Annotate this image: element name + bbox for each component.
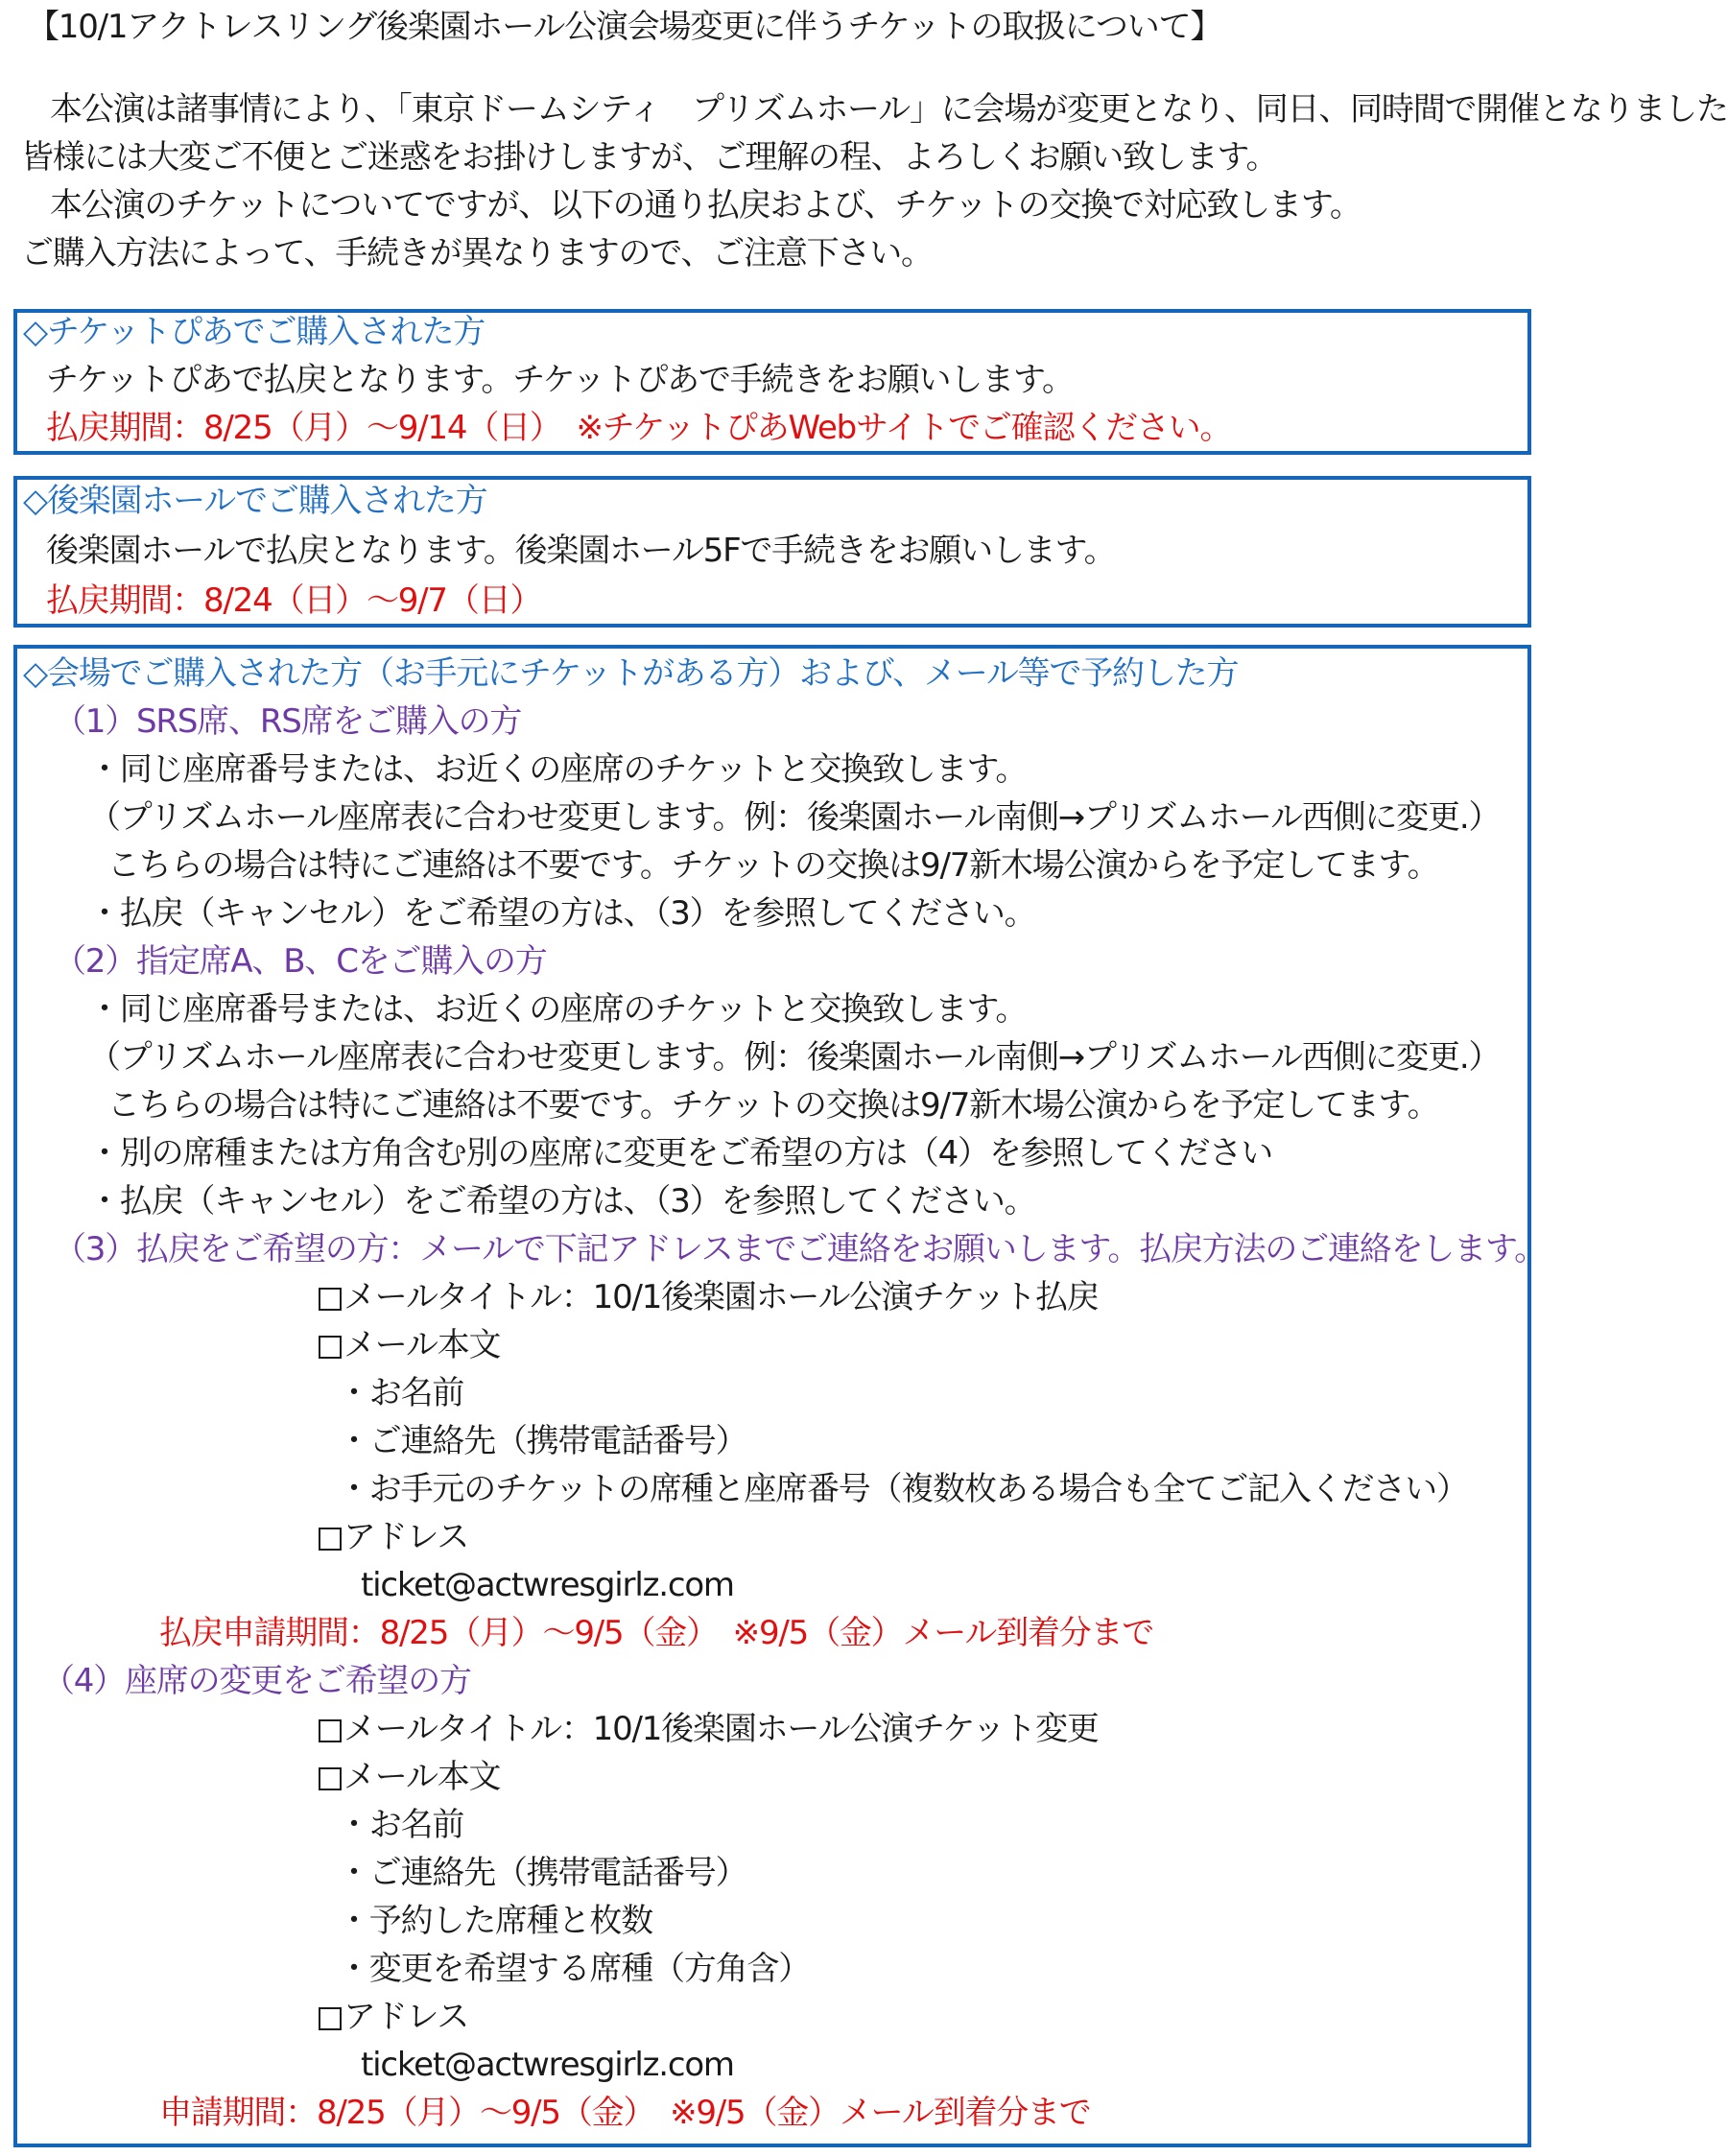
intro-line-4: ご購入方法によって、手続きが異なりますので、ご注意下さい。: [21, 234, 933, 272]
section-2-line-1: ・同じ座席番号または、お近くの座席のチケットと交換致します。: [88, 990, 1028, 1029]
section-3-mail-body-label: メール本文: [319, 1324, 500, 1366]
notice-title: 【10/1アクトレスリング後楽園ホール公演会場変更に伴うチケットの取扱について】: [27, 8, 1222, 46]
korakuen-heading: ◇後楽園ホールでご購入された方: [23, 482, 487, 520]
section-4-mail-body-label: メール本文: [319, 1756, 500, 1798]
section-1-line-2: （プリズムホール座席表に合わせ変更します。例：後楽園ホール南側→プリズムホール西側に変更.）: [88, 798, 1501, 837]
checkbox-icon: [319, 1719, 342, 1742]
section-2-heading: （2）指定席A、B、Cをご購入の方: [54, 942, 547, 981]
section-4-body-item: ・ご連絡先（携帯電話番号）: [338, 1854, 747, 1892]
checkbox-icon: [319, 1288, 342, 1311]
checkbox-icon: [319, 1767, 342, 1790]
section-3-application-period: 払戻申請期間：8/25（月）～9/5（金） ※9/5（金）メール到着分まで: [159, 1614, 1154, 1652]
intro-line-3: 本公演のチケットについてですが、以下の通り払戻および、チケットの交換で対応致します。: [50, 186, 1361, 225]
section-3-body-item: ・お手元のチケットの席種と座席番号（複数枚ある場合も全てご記入ください）: [338, 1470, 1468, 1508]
section-4-application-period: 申請期間：8/25（月）～9/5（金） ※9/5（金）メール到着分まで: [159, 2094, 1091, 2132]
venue-heading: ◇会場でご購入された方（お手元にチケットがある方）および、メール等で予約した方: [23, 654, 1239, 693]
korakuen-body: 後楽園ホールで払戻となります。後楽園ホール5Fで手続きをお願いします。: [46, 532, 1116, 570]
checkbox-icon: [319, 2007, 342, 2030]
intro-line-2: 皆様には大変ご不便とご迷惑をお掛けしますが、ご理解の程、よろしくお願い致します。: [21, 138, 1278, 177]
section-3-body-item: ・お名前: [338, 1374, 464, 1412]
korakuen-refund-period: 払戻期間：8/24（日）～9/7（日）: [46, 581, 542, 620]
section-3-body-item: ・ご連絡先（携帯電話番号）: [338, 1422, 747, 1460]
section-4-body-item: ・お名前: [338, 1806, 464, 1844]
checkbox-icon: [319, 1528, 342, 1551]
section-4-address-label: アドレス: [319, 1996, 468, 2038]
pia-body: チケットぴあで払戻となります。チケットぴあで手続きをお願いします。: [46, 361, 1074, 399]
section-2-line-4: ・別の席種または方角含む別の座席に変更をご希望の方は（4）を参照してください: [88, 1134, 1273, 1173]
section-2-line-3: こちらの場合は特にご連絡は不要です。チケットの交換は9/7新木場公演からを予定してます。: [107, 1086, 1439, 1125]
section-3-mail-title: メールタイトル：10/1後楽園ホール公演チケット払戻: [319, 1276, 1099, 1318]
section-4-email-address[interactable]: ticket@actwresgirlz.com: [361, 2046, 734, 2084]
section-1-line-1: ・同じ座席番号または、お近くの座席のチケットと交換致します。: [88, 750, 1028, 789]
section-4-heading: （4）座席の変更をご希望の方: [42, 1662, 471, 1700]
section-3-address-label: アドレス: [319, 1516, 468, 1558]
section-1-line-4: ・払戻（キャンセル）をご希望の方は、（3）を参照してください。: [88, 894, 1036, 933]
section-1-heading: （1）SRS席、RS席をご購入の方: [54, 702, 522, 741]
pia-heading: ◇チケットぴあでご購入された方: [23, 313, 485, 351]
pia-refund-period: 払戻期間：8/25（月）～9/14（日） ※チケットぴあWebサイトでご確認ください。: [46, 409, 1232, 447]
section-3-email-address[interactable]: ticket@actwresgirlz.com: [361, 1566, 734, 1604]
section-2-line-2: （プリズムホール座席表に合わせ変更します。例：後楽園ホール南側→プリズムホール西側に変更.）: [88, 1038, 1501, 1077]
section-1-line-3: こちらの場合は特にご連絡は不要です。チケットの交換は9/7新木場公演からを予定してます。: [107, 846, 1439, 885]
section-2-line-5: ・払戻（キャンセル）をご希望の方は、（3）を参照してください。: [88, 1182, 1036, 1220]
section-3-heading: （3）払戻をご希望の方：メールで下記アドレスまでご連絡をお願いします。払戻方法のご連絡をします。: [54, 1230, 1546, 1268]
checkbox-icon: [319, 1336, 342, 1359]
section-4-body-item: ・予約した席種と枚数: [338, 1902, 652, 1940]
intro-line-1: 本公演は諸事情により、「東京ドームシティ プリズムホール」に会場が変更となり、同日、同時間で開催となりました: [50, 90, 1728, 129]
section-4-body-item: ・変更を希望する席種（方角含）: [338, 1950, 810, 1988]
section-4-mail-title: メールタイトル：10/1後楽園ホール公演チケット変更: [319, 1708, 1099, 1750]
